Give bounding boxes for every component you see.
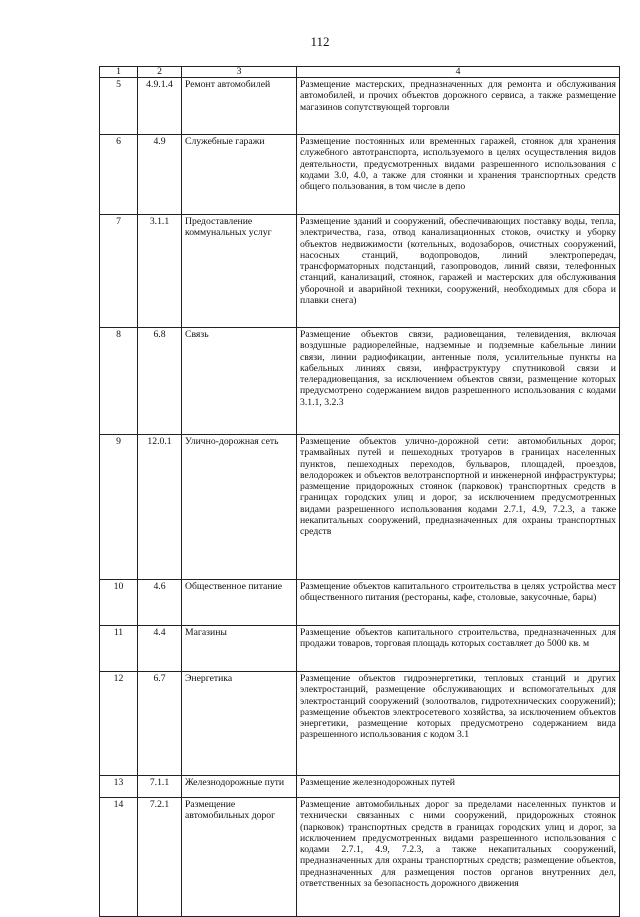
- row-code-cell: 4.4: [138, 626, 182, 672]
- header-cell: 2: [138, 67, 182, 78]
- row-name-cell: Служебные гаражи: [182, 135, 297, 215]
- row-name-cell: Улично-дорожная сеть: [182, 435, 297, 580]
- row-code-cell: 4.6: [138, 580, 182, 626]
- row-description-cell: Размещение железнодорожных путей: [297, 776, 620, 798]
- row-number-cell: 10: [100, 580, 138, 626]
- row-number-cell: 9: [100, 435, 138, 580]
- row-name-cell: Магазины: [182, 626, 297, 672]
- row-description-cell: Размещение зданий и сооружений, обеспечивающих поставку воды, тепла, электричества, газа, отвод канализационных стоков, очистку и уборку объектов недвижимости (котельных, водозаборов, очистных сооружений, насосных станций, водопроводов, линий электропередач, трансформаторных подстанций, газопроводов, линий связи, телефонных станций, канализаций, стоянок, гаражей и мастерских для обслуживания уборочной и аварийной техники, сооружений, необходимых для сбора и плавки снега): [297, 215, 620, 328]
- row-code-cell: 7.2.1: [138, 798, 182, 917]
- table-row: [100, 776, 620, 798]
- table-row: [100, 135, 620, 215]
- row-number-cell: 6: [100, 135, 138, 215]
- row-description-cell: Размещение постоянных или временных гаражей, стоянок для хранения служебного автотранспорта, используемого в целях осуществления видов деятельности, предусмотренных видами разрешенного использования с кодами 3.0, 4.0, а также для стоянки и хранения транспортных средств общего пользования, в том числе в депо: [297, 135, 620, 215]
- row-description-cell: Размещение автомобильных дорог за пределами населенных пунктов и технически связанных с ними сооружений, придорожных стоянок (парковок) транспортных средств в границах городских улиц и дорог, за исключением предусмотренных видами разрешенного использования с кодами 2.7.1, 4.9, 7.2.3, а также некапитальных сооружений, предназначенных для охраны транспортных средств; размещение объектов, предназначенных для размещения постов органов внутренних дел, ответственных за безопасность дорожного движения: [297, 798, 620, 917]
- page-number: 112: [310, 34, 330, 49]
- row-name-cell: Связь: [182, 328, 297, 435]
- row-description-cell: Размещение объектов капитального строительства, предназначенных для продажи товаров, торговая площадь которых составляет до 5000 кв. м: [297, 626, 620, 672]
- row-description-cell: Размещение объектов улично-дорожной сети: автомобильных дорог, трамвайных путей и пешеходных тротуаров в границах населенных пунктов, пешеходных переходов, бульваров, площадей, проездов, велодорожек и объектов велотранспортной и инженерной инфраструктуры; размещение придорожных стоянок (парковок) транспортных средств в границах городских улиц и дорог, за исключением предусмотренных видами разрешенного использования кодами 2.7.1, 4.9, 7.2.3, а также некапитальных сооружений, предназначенных для охраны транспортных средств: [297, 435, 620, 580]
- table-row: [100, 672, 620, 776]
- table-header-row: [100, 67, 620, 78]
- table-row: [100, 580, 620, 626]
- row-number-cell: 7: [100, 215, 138, 328]
- table-row: [100, 328, 620, 435]
- row-number-cell: 12: [100, 672, 138, 776]
- row-name-cell: Энергетика: [182, 672, 297, 776]
- row-description-cell: Размещение объектов капитального строительства в целях устройства мест общественного питания (рестораны, кафе, столовые, закусочные, бары): [297, 580, 620, 626]
- row-name-cell: Размещение автомобильных дорог: [182, 798, 297, 917]
- row-name-cell: Ремонт автомобилей: [182, 78, 297, 135]
- row-code-cell: 4.9: [138, 135, 182, 215]
- row-code-cell: 12.0.1: [138, 435, 182, 580]
- row-number-cell: 8: [100, 328, 138, 435]
- table-row: [100, 626, 620, 672]
- row-code-cell: 3.1.1: [138, 215, 182, 328]
- row-code-cell: 4.9.1.4: [138, 78, 182, 135]
- table-row: [100, 798, 620, 917]
- header-cell: 4: [297, 67, 620, 78]
- row-code-cell: 6.8: [138, 328, 182, 435]
- row-description-cell: Размещение объектов гидроэнергетики, тепловых станций и других электростанций, размещение обслуживающих и вспомогательных для электростанций сооружений (золоотвалов, гидротехнических сооружений); размещение объектов электросетевого хозяйства, за исключением объектов энергетики, размещение которых предусмотрено содержанием вида разрешенного использования с кодом 3.1: [297, 672, 620, 776]
- row-description-cell: Размещение объектов связи, радиовещания, телевидения, включая воздушные радиорелейные, надземные и подземные кабельные линии связи, линии радиофикации, антенные поля, усилительные пункты на кабельных линиях связи, инфраструктуру спутниковой связи и телерадиовещания, за исключением объектов связи, размещение которых предусмотрено содержанием видов разрешенного использования с кодами 3.1.1, 3.2.3: [297, 328, 620, 435]
- table-row: [100, 215, 620, 328]
- header-cell: 3: [182, 67, 297, 78]
- land-use-table: [99, 66, 620, 917]
- row-number-cell: 5: [100, 78, 138, 135]
- row-name-cell: Железнодорожные пути: [182, 776, 297, 798]
- row-number-cell: 13: [100, 776, 138, 798]
- row-name-cell: Общественное питание: [182, 580, 297, 626]
- row-name-cell: Предоставление коммунальных услуг: [182, 215, 297, 328]
- row-number-cell: 14: [100, 798, 138, 917]
- table-row: [100, 435, 620, 580]
- row-code-cell: 6.7: [138, 672, 182, 776]
- header-cell: 1: [100, 67, 138, 78]
- row-number-cell: 11: [100, 626, 138, 672]
- row-code-cell: 7.1.1: [138, 776, 182, 798]
- table-row: [100, 78, 620, 135]
- row-description-cell: Размещение мастерских, предназначенных для ремонта и обслуживания автомобилей, и прочих объектов дорожного сервиса, а также размещение магазинов сопутствующей торговли: [297, 78, 620, 135]
